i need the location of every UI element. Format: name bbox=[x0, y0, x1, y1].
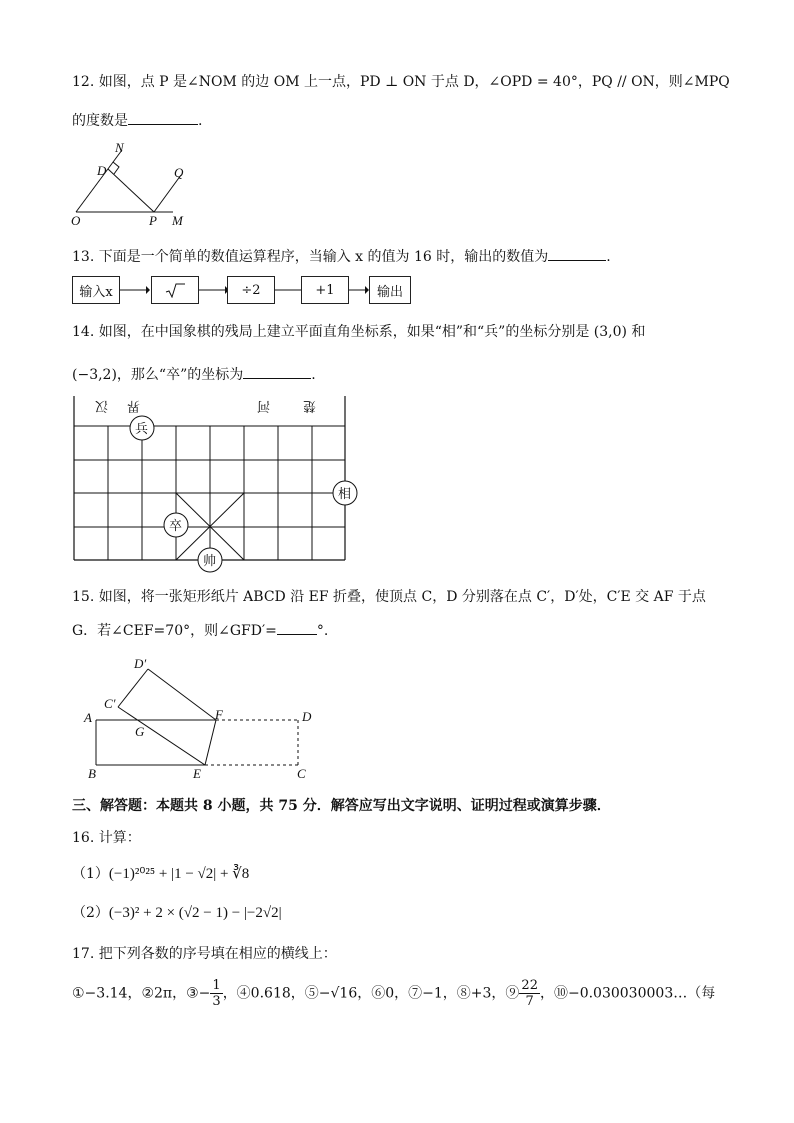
q14-line2-end: . bbox=[311, 367, 316, 383]
svg-text:兵: 兵 bbox=[135, 422, 149, 437]
q12-line2 bbox=[72, 110, 202, 131]
q16-title: 16. 计算： bbox=[72, 830, 141, 846]
label-p: P bbox=[149, 213, 157, 228]
q16-part2-expression: (−3)² + 2 × (√2 − 1) − |−2√2| bbox=[108, 905, 282, 921]
q13-text: 13. 下面是一个简单的数值运算程序，当输入 x 的值为 16 时，输出的数值为 bbox=[72, 249, 549, 265]
q13-answer-blank bbox=[548, 246, 606, 261]
label-q: Q bbox=[174, 165, 184, 180]
q17-items bbox=[72, 978, 715, 1009]
label-n: N bbox=[115, 140, 124, 155]
q16-part1-expression: (−1)²⁰²⁵ + |1 − √2| + ∛8 bbox=[108, 866, 250, 882]
q16-part1 bbox=[72, 864, 249, 884]
river-char: 河 bbox=[256, 398, 270, 413]
q14-line1: 14. 如图，在中国象棋的残局上建立平面直角坐标系，如果“相”和“兵”的坐标分别是 (3,0) 和 bbox=[72, 324, 646, 340]
q13-end: . bbox=[606, 249, 611, 265]
label-m: M bbox=[172, 213, 183, 228]
river-char: 汉 bbox=[94, 398, 108, 413]
q12-answer-blank bbox=[128, 110, 198, 125]
flow-add-box: +1 bbox=[301, 276, 349, 304]
q17-items-a: ①−3.14，②2π，③− bbox=[72, 985, 211, 1002]
svg-text:相: 相 bbox=[338, 487, 352, 502]
flow-divide-box: ÷2 bbox=[227, 276, 275, 304]
q16-part2 bbox=[72, 903, 282, 923]
q17-title: 17. 把下列各数的序号填在相应的横线上： bbox=[72, 946, 337, 962]
label-a: A bbox=[84, 710, 92, 725]
q12-figure bbox=[68, 140, 198, 230]
q12-line2-end: . bbox=[198, 113, 203, 129]
piece-zu bbox=[164, 513, 188, 537]
q15-line2-end: °. bbox=[316, 623, 329, 639]
label-b: B bbox=[88, 766, 96, 781]
flow-sqrt-box bbox=[151, 276, 199, 304]
q12-line2-text: 的度数是 bbox=[72, 113, 128, 129]
label-g: G bbox=[135, 724, 145, 739]
segment-pd bbox=[108, 169, 154, 212]
q14-line2-text: (−3,2)，那么“卒”的坐标为 bbox=[72, 367, 244, 383]
section-3-heading: 三、解答题：本题共 8 小题，共 75 分．解答应写出文字说明、证明过程或演算步骤． bbox=[72, 798, 611, 814]
q15-figure bbox=[78, 652, 328, 784]
svg-text:卒: 卒 bbox=[169, 519, 183, 534]
label-e: E bbox=[193, 766, 201, 781]
q15-line2 bbox=[72, 620, 328, 641]
q15-answer-blank bbox=[277, 620, 317, 635]
chess-board bbox=[70, 394, 360, 576]
flow-output-box: 输出 bbox=[369, 276, 411, 304]
q14-answer-blank bbox=[243, 364, 311, 379]
q12-line1: 12. 如图，点 P 是∠NOM 的边 OM 上一点，PD ⊥ ON 于点 D，∠OPD = 40°，PQ // ON，则∠MPQ bbox=[72, 74, 730, 90]
piece-shuai bbox=[198, 548, 222, 572]
arrow-icon bbox=[349, 284, 369, 296]
piece-xiang bbox=[333, 481, 357, 505]
river-char: 界 bbox=[126, 398, 140, 413]
q13-line bbox=[72, 246, 611, 267]
fraction-22-7: $\frac{22}{7}$ bbox=[521, 978, 538, 1009]
label-d-prime: D′ bbox=[134, 656, 147, 671]
sqrt-icon bbox=[164, 282, 186, 298]
fraction-one-third: $\frac{1}{3}$ bbox=[212, 978, 221, 1009]
q15-line1: 15. 如图，将一张矩形纸片 ABCD 沿 EF 折叠，使顶点 C，D 分别落在点 C′，D′处，C′E 交 AF 于点 bbox=[72, 589, 706, 605]
svg-text:帅: 帅 bbox=[203, 554, 217, 569]
q14-line2 bbox=[72, 364, 316, 385]
flow-input-box: 输入x bbox=[72, 276, 120, 304]
label-o: O bbox=[71, 213, 81, 228]
ray-on bbox=[76, 150, 122, 212]
label-c: C bbox=[297, 766, 306, 781]
q17-items-b: ，④0.618，⑤−√16，⑥0，⑦−1，⑧+3，⑨ bbox=[222, 985, 520, 1002]
label-d: D bbox=[302, 709, 312, 724]
piece-bing bbox=[130, 416, 154, 440]
ray-pq bbox=[154, 175, 181, 212]
arrow-icon bbox=[120, 284, 150, 296]
q15-line2-text: G．若∠CEF=70°，则∠GFD′= bbox=[72, 623, 277, 639]
label-f: F bbox=[215, 707, 223, 722]
arrow-icon bbox=[199, 284, 229, 296]
label-d: D bbox=[97, 163, 107, 178]
right-angle-mark bbox=[113, 162, 119, 174]
label-c-prime: C′ bbox=[104, 696, 116, 711]
q17-items-c: ，⑩−0.030030003…（每 bbox=[539, 985, 716, 1002]
q16-part2-label: （2） bbox=[72, 905, 109, 921]
q16-part1-label: （1） bbox=[72, 866, 109, 882]
river-char: 楚 bbox=[302, 398, 316, 413]
